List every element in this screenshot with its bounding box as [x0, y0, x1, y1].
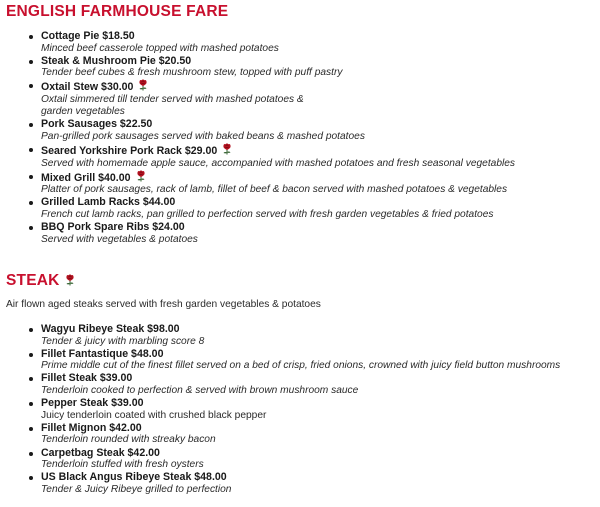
- dish-name: Cottage Pie $18.50: [41, 30, 135, 42]
- section-title-steak: STEAK: [6, 272, 75, 290]
- list-item: [41, 348, 560, 373]
- list-item: [41, 143, 515, 170]
- steak-intro: Air flown aged steaks served with fresh garden vegetables & potatoes: [6, 299, 321, 310]
- dish-name: Grilled Lamb Racks $44.00: [41, 196, 176, 209]
- dish-description: Served with vegetables & potatoes: [41, 233, 198, 245]
- list-item: [41, 447, 560, 472]
- dish-name: Wagyu Ribeye Steak $98.00: [41, 323, 180, 335]
- dish-description: Tender & Juicy Ribeye grilled to perfection: [41, 483, 232, 495]
- dish-description: French cut lamb racks, pan grilled to perfection served with fresh garden vegetables & fried potatoes: [41, 208, 494, 220]
- section-title-farmhouse: ENGLISH FARMHOUSE FARE: [6, 3, 229, 20]
- dish-description: Minced beef casserole topped with mashed potatoes: [41, 42, 279, 54]
- dish-description: Tender beef cubes & fresh mushroom stew, topped with puff pastry: [41, 67, 343, 79]
- list-item: [41, 422, 560, 447]
- dish-name: US Black Angus Ribeye Steak $48.00: [41, 471, 227, 484]
- dish-name: BBQ Pork Spare Ribs $24.00: [41, 221, 185, 234]
- dish-name: Mixed Grill $40.00: [41, 170, 515, 185]
- list-item: [41, 221, 515, 246]
- dish-description: Pan-grilled pork sausages served with baked beans & mashed potatoes: [41, 130, 365, 142]
- list-item: [41, 196, 515, 221]
- list-item: [41, 55, 515, 80]
- farmhouse-list: [26, 30, 515, 246]
- rose-icon: [136, 170, 146, 182]
- rose-icon: [65, 274, 75, 286]
- dish-description: Tender & juicy with marbling score 8: [41, 335, 205, 347]
- dish-name: Carpetbag Steak $42.00: [41, 446, 160, 459]
- list-item: [41, 170, 515, 197]
- dish-description: Tenderloin cooked to perfection & served with brown mushroom sauce: [41, 384, 359, 396]
- dish-name: Pepper Steak $39.00: [41, 397, 144, 410]
- list-item: [41, 323, 560, 348]
- dish-name: Fillet Fantastique $48.00: [41, 347, 164, 360]
- steak-list: [26, 323, 560, 496]
- dish-description: Platter of pork sausages, rack of lamb, fillet of beef & bacon served with mashed potatoes & vegetables: [41, 184, 508, 196]
- dish-description: Juicy tenderloin coated with crushed black pepper: [41, 409, 267, 421]
- dish-description: Tenderloin stuffed with fresh oysters: [41, 459, 204, 471]
- list-item: [41, 397, 560, 422]
- list-item: [41, 30, 515, 55]
- dish-name: Oxtail Stew $30.00: [41, 79, 515, 94]
- list-item: [41, 118, 515, 143]
- dish-name: Steak & Mushroom Pie $20.50: [41, 54, 192, 67]
- rose-icon: [138, 79, 148, 91]
- dish-description: Oxtail simmered till tender served with mashed potatoes &: [41, 93, 304, 105]
- dish-description-cont: garden vegetables: [41, 106, 125, 118]
- dish-description: Served with homemade apple sauce, accompanied with mashed potatoes and fresh seasonal vegetables: [41, 157, 516, 169]
- dish-name: Fillet Steak $39.00: [41, 372, 133, 385]
- list-item: [41, 79, 515, 118]
- dish-name: Seared Yorkshire Pork Rack $29.00: [41, 143, 515, 158]
- list-item: [41, 372, 560, 397]
- dish-description: Tenderloin rounded with streaky bacon: [41, 434, 216, 446]
- dish-name: Pork Sausages $22.50: [41, 118, 153, 131]
- dish-name: Fillet Mignon $42.00: [41, 421, 142, 434]
- rose-icon: [222, 143, 232, 155]
- list-item: [41, 471, 560, 496]
- dish-description: Prime middle cut of the finest fillet served on a bed of crisp, fried onions, crowned with juicy field button mushrooms: [41, 360, 561, 372]
